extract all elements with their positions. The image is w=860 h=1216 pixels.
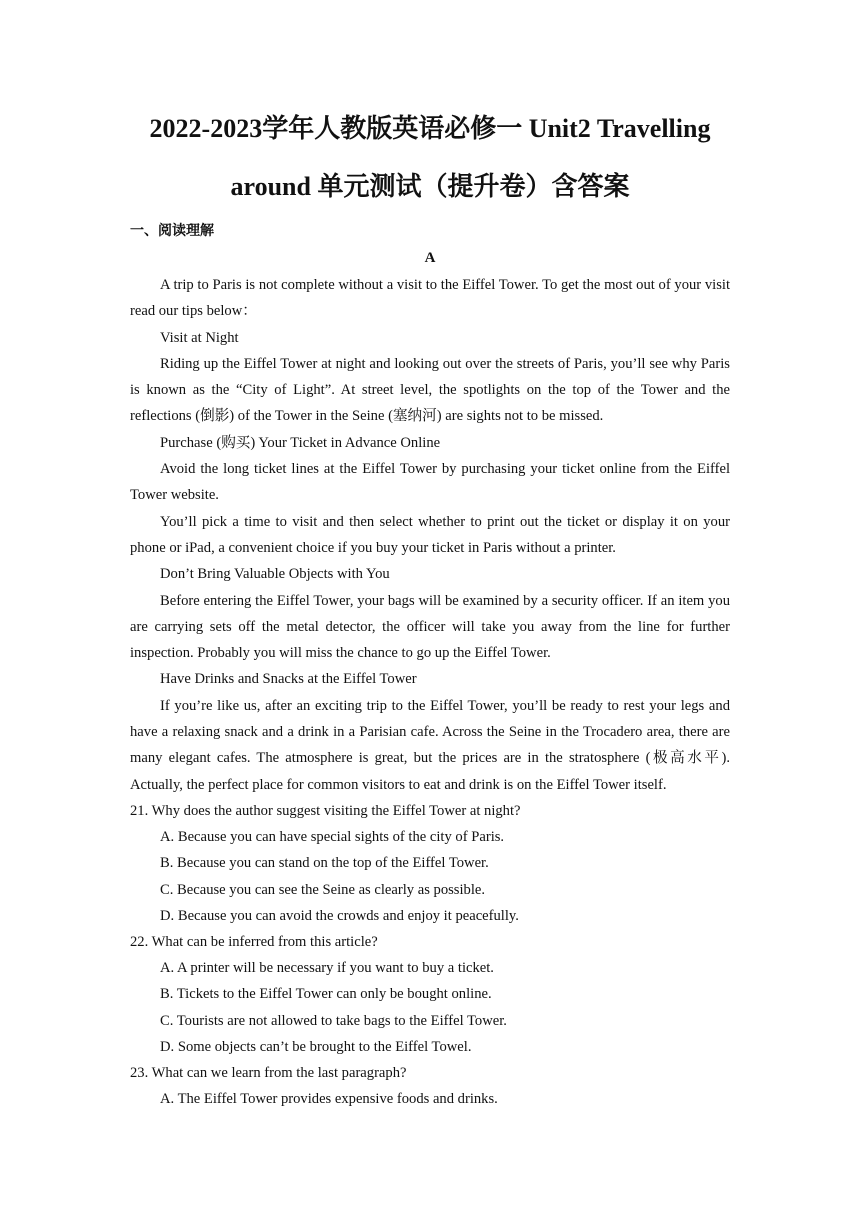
paragraph-ticket-1: Avoid the long ticket lines at the Eiffel Tower by purchasing your ticket online from the Eiffel Tower website. [130,461,730,504]
question-stem: 21. Why does the author suggest visiting the Eiffel Tower at night? [130,802,521,819]
paragraph-ticket-2: You’ll pick a time to visit and then select whether to print out the ticket or display it on your phone or iPad, a convenient choice if you buy your ticket in Paris without a printer. [130,513,730,556]
tip-heading-valuables: Don’t Bring Valuable Objects with You [160,566,390,583]
tip-heading-ticket: Purchase (购买) Your Ticket in Advance Online [160,434,441,451]
question-option: C. Tourists are not allowed to take bags to the Eiffel Tower. [160,1012,507,1029]
paragraph-night: Riding up the Eiffel Tower at night and looking out over the streets of Paris, you’ll see why Paris is known as the “City of Light”. At street level, the spotlights on the top of the Tower and the reflections (倒影) of the Tower in the Seine (塞纳河) are sights not to be missed. [130,355,730,425]
question-stem: 23. What can we learn from the last paragraph? [130,1064,407,1081]
question-option: A. The Eiffel Tower provides expensive foods and drinks. [160,1091,498,1108]
document-page [130,100,730,1112]
question-option: C. Because you can see the Seine as clearly as possible. [160,881,486,898]
question-stem: 22. What can be inferred from this article? [130,933,378,950]
question-option: D. Because you can avoid the crowds and enjoy it peacefully. [160,907,519,924]
tip-heading-night: Visit at Night [160,329,239,346]
title-line-2: around 单元测试（提升卷）含答案 [230,172,630,201]
question-option: A. A printer will be necessary if you want to buy a ticket. [160,960,494,977]
question-option: A. Because you can have special sights of the city of Paris. [160,829,505,846]
question-23 [130,1060,730,1112]
question-option: B. Tickets to the Eiffel Tower can only be bought online. [160,986,492,1003]
question-21 [130,798,730,929]
paragraph-intro: A trip to Paris is not complete without a visit to the Eiffel Tower. To get the most out of your visit read our tips below： [130,277,730,320]
question-option: B. Because you can stand on the top of the Eiffel Tower. [160,855,489,872]
passage-label: A [424,250,436,266]
paragraph-drinks: If you’re like us, after an exciting trip to the Eiffel Tower, you’ll be ready to rest your legs and have a relaxing snack and a drink in a Parisian cafe. Across the Seine in the Trocadero area, there are many elegant cafes. The atmosphere is great, but the prices are in the stratosphere (极高水平). Actually, the perfect place for common visitors to eat and drink is on the Eiffel Tower itself. [130,697,730,793]
question-option: D. Some objects can’t be brought to the Eiffel Towel. [160,1038,472,1055]
section-header: 一、阅读理解 [130,223,214,239]
document-title [130,100,730,216]
tip-heading-drinks: Have Drinks and Snacks at the Eiffel Tower [160,671,417,688]
paragraph-valuables: Before entering the Eiffel Tower, your bags will be examined by a security officer. If an item you are carrying sets off the metal detector, the officer will take you away from the line for further inspection. Probably you will miss the chance to go up the Eiffel Tower. [130,592,730,662]
title-line-1: 2022-2023学年人教版英语必修一 Unit2 Travelling [149,114,711,143]
question-22 [130,929,730,1060]
